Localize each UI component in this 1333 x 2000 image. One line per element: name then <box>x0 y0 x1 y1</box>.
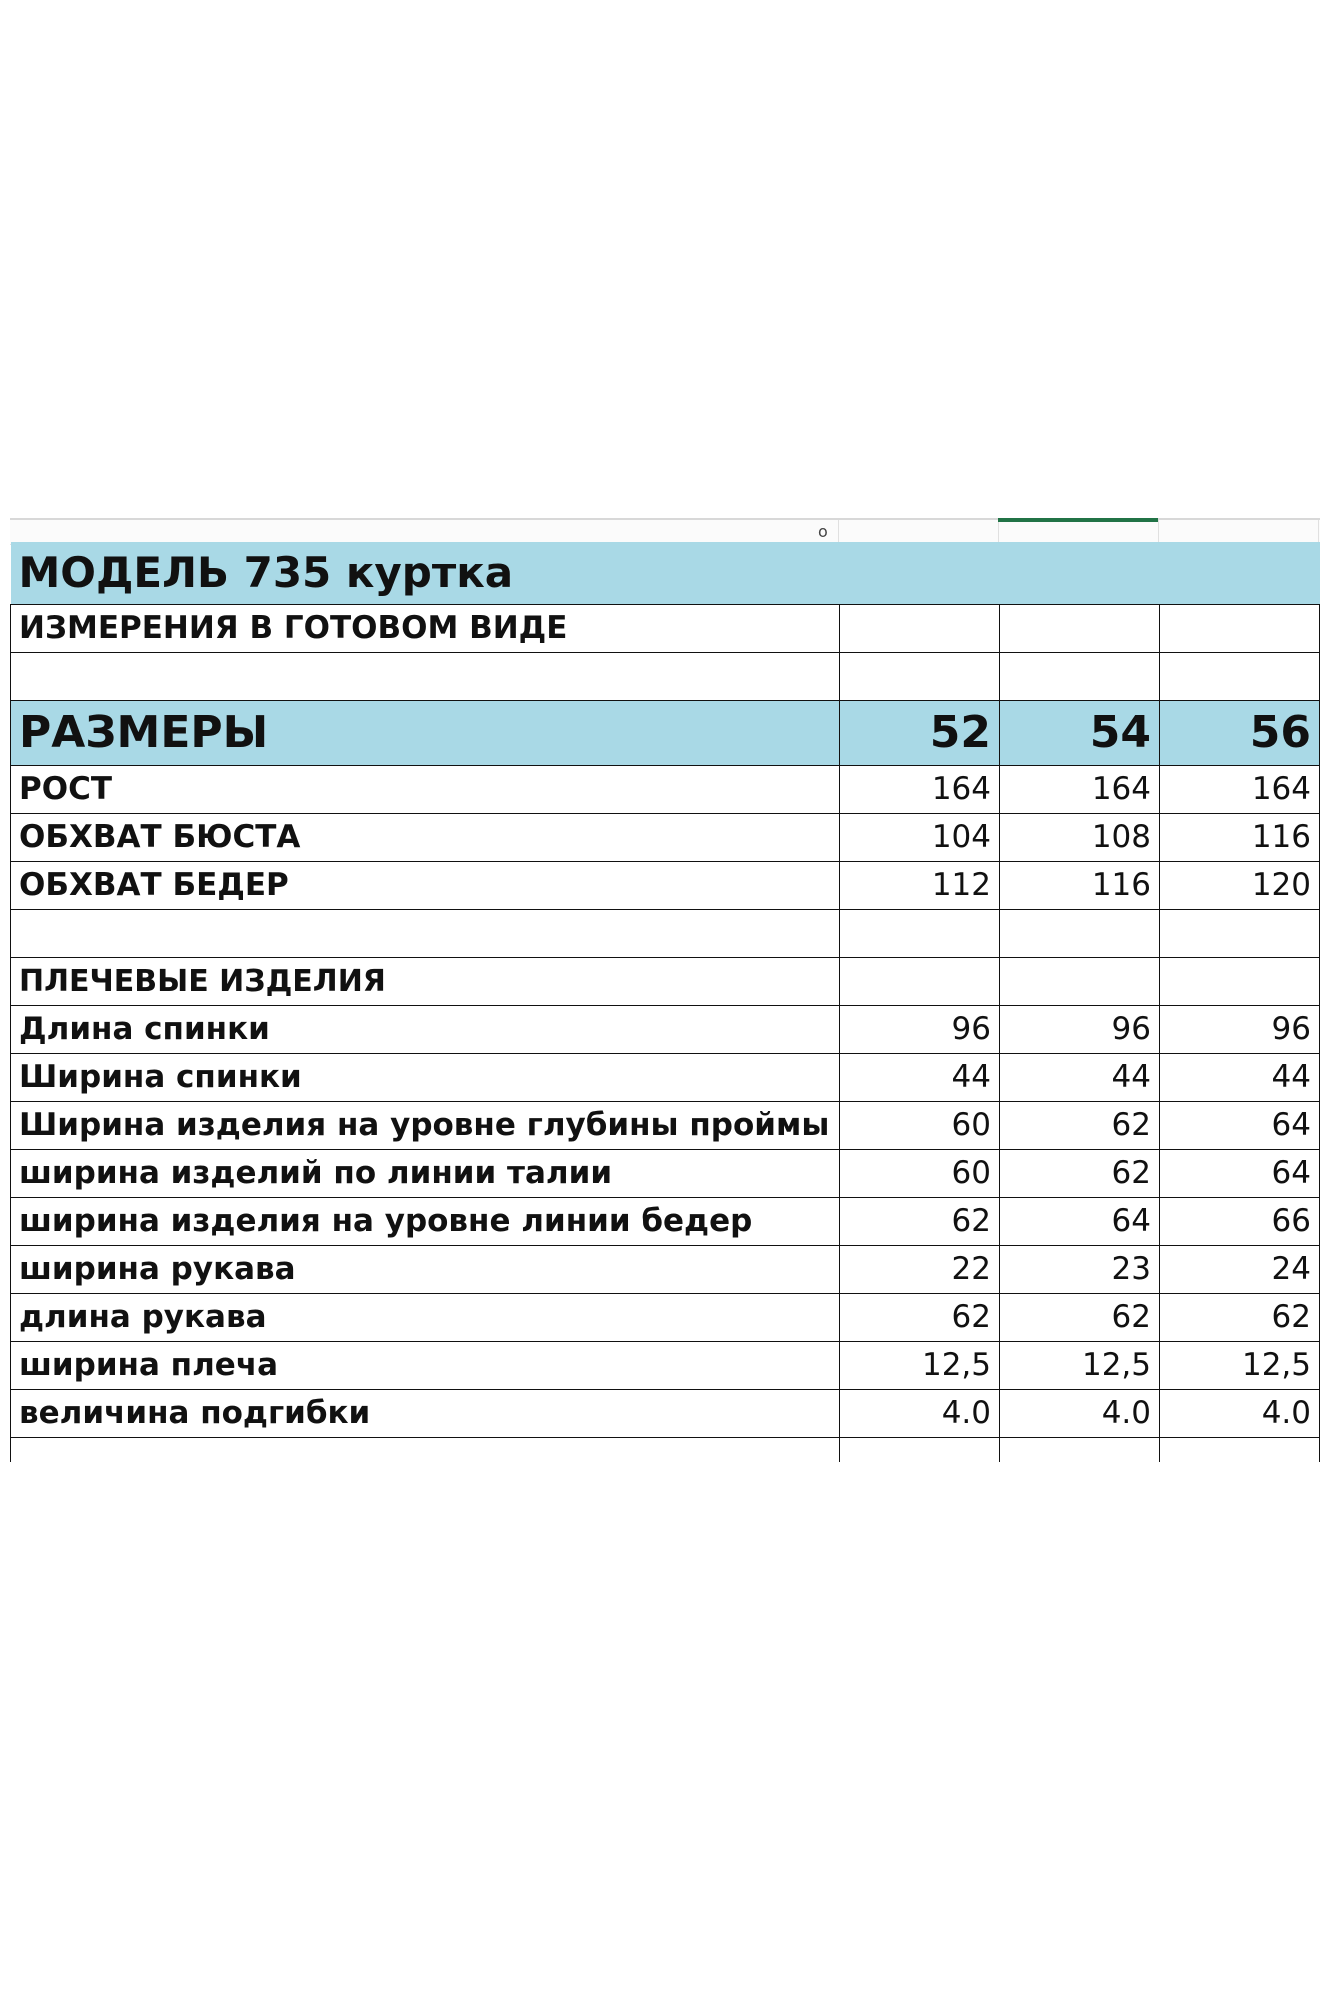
empty-cell[interactable] <box>1000 958 1160 1006</box>
section-row <box>11 958 1320 1006</box>
value-cell[interactable]: 164 <box>840 766 1000 814</box>
value-cell[interactable]: 64 <box>1000 1198 1160 1246</box>
value-cell[interactable]: 64 <box>1160 1102 1320 1150</box>
section-label[interactable]: ПЛЕЧЕВЫЕ ИЗДЕЛИЯ <box>11 958 840 1006</box>
table-row <box>11 862 1320 910</box>
row-label[interactable]: ширина рукава <box>11 1246 840 1294</box>
row-label[interactable]: РОСТ <box>11 766 840 814</box>
value-cell[interactable]: 96 <box>1160 1006 1320 1054</box>
empty-cell[interactable] <box>840 910 1000 958</box>
table-row <box>11 1150 1320 1198</box>
row-label[interactable]: ширина плеча <box>11 1342 840 1390</box>
sizes-label[interactable]: РАЗМЕРЫ <box>11 701 840 766</box>
value-cell[interactable]: 116 <box>1160 814 1320 862</box>
row-label[interactable]: Ширина спинки <box>11 1054 840 1102</box>
empty-cell[interactable] <box>840 653 1000 701</box>
table-row <box>11 1102 1320 1150</box>
size-header[interactable]: 54 <box>1000 701 1160 766</box>
empty-cell[interactable] <box>1160 605 1320 653</box>
value-cell[interactable]: 112 <box>840 862 1000 910</box>
value-cell[interactable]: 62 <box>840 1198 1000 1246</box>
size-header[interactable]: 52 <box>840 701 1000 766</box>
value-cell[interactable]: 12,5 <box>1000 1342 1160 1390</box>
table-row <box>11 814 1320 862</box>
value-cell[interactable]: 120 <box>1160 862 1320 910</box>
row-label[interactable]: ширина изделий по линии талии <box>11 1150 840 1198</box>
value-cell[interactable]: 44 <box>1160 1054 1320 1102</box>
table-row <box>11 766 1320 814</box>
value-cell[interactable]: 96 <box>1000 1006 1160 1054</box>
empty-cell[interactable] <box>840 605 1000 653</box>
value-cell[interactable]: 116 <box>1000 862 1160 910</box>
value-cell[interactable]: 104 <box>840 814 1000 862</box>
blank-row <box>11 910 1320 958</box>
table-row <box>11 1006 1320 1054</box>
viewport-cutoff <box>10 1462 1320 1480</box>
value-cell[interactable]: 66 <box>1160 1198 1320 1246</box>
column-divider <box>1158 520 1159 544</box>
row-label[interactable]: Длина спинки <box>11 1006 840 1054</box>
empty-cell[interactable] <box>11 910 840 958</box>
empty-cell[interactable] <box>1160 910 1320 958</box>
table-row <box>11 1198 1320 1246</box>
value-cell[interactable]: 60 <box>840 1150 1000 1198</box>
column-divider <box>838 520 839 544</box>
row-label[interactable]: величина подгибки <box>11 1390 840 1438</box>
column-header-strip <box>10 518 1320 545</box>
title-row <box>11 542 1320 605</box>
value-cell[interactable]: 62 <box>1000 1294 1160 1342</box>
empty-cell[interactable] <box>1160 958 1320 1006</box>
row-label[interactable]: длина рукава <box>11 1294 840 1342</box>
row-label[interactable]: ширина изделия на уровне линии бедер <box>11 1198 840 1246</box>
empty-cell[interactable] <box>1000 605 1160 653</box>
value-cell[interactable]: 96 <box>840 1006 1000 1054</box>
value-cell[interactable]: 12,5 <box>1160 1342 1320 1390</box>
sheet-subtitle[interactable]: ИЗМЕРЕНИЯ В ГОТОВОМ ВИДЕ <box>11 605 840 653</box>
value-cell[interactable]: 164 <box>1160 766 1320 814</box>
empty-cell[interactable] <box>1000 910 1160 958</box>
subtitle-row <box>11 605 1320 653</box>
table-row <box>11 1342 1320 1390</box>
column-divider <box>1318 520 1319 544</box>
empty-cell[interactable] <box>1160 653 1320 701</box>
sheet-title[interactable]: МОДЕЛЬ 735 куртка <box>11 542 1320 605</box>
table-row <box>11 1054 1320 1102</box>
value-cell[interactable]: 62 <box>1160 1294 1320 1342</box>
column-divider <box>998 520 999 544</box>
value-cell[interactable]: 4.0 <box>1000 1390 1160 1438</box>
row-label[interactable]: ОБХВАТ БЕДЕР <box>11 862 840 910</box>
value-cell[interactable]: 22 <box>840 1246 1000 1294</box>
empty-cell[interactable] <box>1000 653 1160 701</box>
value-cell[interactable]: 62 <box>1000 1102 1160 1150</box>
value-cell[interactable]: 44 <box>840 1054 1000 1102</box>
value-cell[interactable]: 64 <box>1160 1150 1320 1198</box>
selected-column-indicator <box>998 518 1158 522</box>
value-cell[interactable]: 164 <box>1000 766 1160 814</box>
row-label[interactable]: Ширина изделия на уровне глубины проймы <box>11 1102 840 1150</box>
value-cell[interactable]: 4.0 <box>1160 1390 1320 1438</box>
value-cell[interactable]: 60 <box>840 1102 1000 1150</box>
table-row <box>11 1246 1320 1294</box>
empty-cell[interactable] <box>11 653 840 701</box>
spreadsheet <box>10 518 1320 1480</box>
value-cell[interactable]: 23 <box>1000 1246 1160 1294</box>
sizes-row <box>11 701 1320 766</box>
empty-cell[interactable] <box>840 958 1000 1006</box>
value-cell[interactable]: 24 <box>1160 1246 1320 1294</box>
header-glyph: o <box>818 522 828 541</box>
value-cell[interactable]: 4.0 <box>840 1390 1000 1438</box>
size-header[interactable]: 56 <box>1160 701 1320 766</box>
value-cell[interactable]: 44 <box>1000 1054 1160 1102</box>
value-cell[interactable]: 62 <box>1000 1150 1160 1198</box>
size-table <box>10 542 1320 1480</box>
table-row <box>11 1294 1320 1342</box>
blank-row <box>11 653 1320 701</box>
row-label[interactable]: ОБХВАТ БЮСТА <box>11 814 840 862</box>
value-cell[interactable]: 108 <box>1000 814 1160 862</box>
value-cell[interactable]: 12,5 <box>840 1342 1000 1390</box>
table-row <box>11 1390 1320 1438</box>
value-cell[interactable]: 62 <box>840 1294 1000 1342</box>
